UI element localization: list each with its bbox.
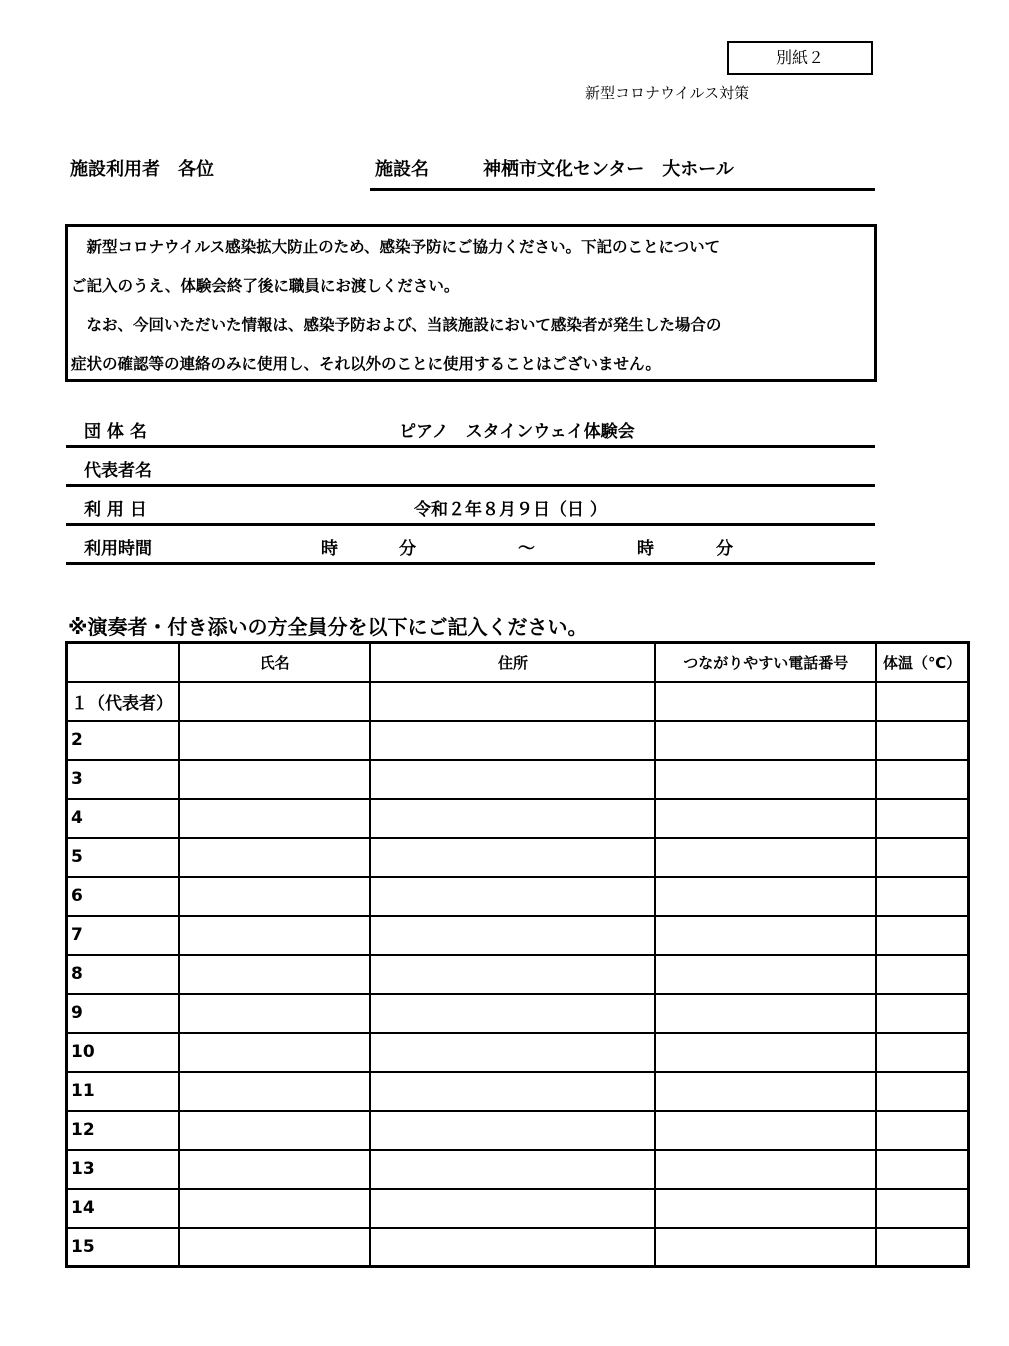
row-number: 2 — [67, 721, 179, 760]
phone-cell[interactable] — [655, 1228, 876, 1267]
phone-cell[interactable] — [655, 682, 876, 721]
address-cell[interactable] — [370, 1033, 655, 1072]
table-row — [67, 838, 969, 877]
phone-cell[interactable] — [655, 955, 876, 994]
phone-cell[interactable] — [655, 721, 876, 760]
table-row — [67, 916, 969, 955]
annex-label: 別紙２ — [727, 41, 873, 75]
name-cell[interactable] — [179, 1189, 371, 1228]
name-cell[interactable] — [179, 994, 371, 1033]
address-cell[interactable] — [370, 760, 655, 799]
temperature-cell[interactable] — [876, 682, 968, 721]
table-row — [67, 1111, 969, 1150]
row-number: 12 — [67, 1111, 179, 1150]
table-header-row — [67, 643, 969, 682]
row-number: 9 — [67, 994, 179, 1033]
temperature-cell[interactable] — [876, 1072, 968, 1111]
notice-line-3: なお、今回いただいた情報は、感染予防および、当該施設において感染者が発生した場合の — [71, 316, 722, 334]
table-row — [67, 1150, 969, 1189]
phone-cell[interactable] — [655, 994, 876, 1033]
facility-underline — [370, 188, 875, 191]
phone-cell[interactable] — [655, 1111, 876, 1150]
phone-cell[interactable] — [655, 838, 876, 877]
facility-label: 施設名 — [375, 159, 429, 180]
notice-box — [65, 224, 877, 382]
temperature-cell[interactable] — [876, 916, 968, 955]
name-cell[interactable] — [179, 1111, 371, 1150]
row-number: 4 — [67, 799, 179, 838]
header-name: 氏名 — [179, 643, 371, 682]
representative-row — [66, 448, 875, 487]
address-cell[interactable] — [370, 955, 655, 994]
name-cell[interactable] — [179, 1150, 371, 1189]
start-hour-unit: 時 — [321, 539, 338, 559]
name-cell[interactable] — [179, 1228, 371, 1267]
notice-line-2: ご記入のうえ、体験会終了後に職員にお渡しください。 — [71, 277, 460, 295]
group-name-row — [66, 409, 875, 448]
name-cell[interactable] — [179, 838, 371, 877]
notice-line-1: 新型コロナウイルス感染拡大防止のため、感染予防にご協力ください。下記のことについて — [71, 238, 721, 256]
name-cell[interactable] — [179, 877, 371, 916]
address-cell[interactable] — [370, 799, 655, 838]
temperature-cell[interactable] — [876, 1150, 968, 1189]
header-phone: つながりやすい電話番号 — [655, 643, 876, 682]
temperature-cell[interactable] — [876, 799, 968, 838]
addressee: 施設利用者 各位 — [70, 159, 214, 180]
row-number: 10 — [67, 1033, 179, 1072]
row-number: 7 — [67, 916, 179, 955]
table-row — [67, 682, 969, 721]
row-number: 11 — [67, 1072, 179, 1111]
address-cell[interactable] — [370, 1111, 655, 1150]
document-subtitle: 新型コロナウイルス対策 — [585, 84, 750, 102]
roster-instruction: ※演奏者・付き添いの方全員分を以下にご記入ください。 — [68, 615, 588, 639]
address-cell[interactable] — [370, 1072, 655, 1111]
table-row — [67, 1033, 969, 1072]
facility-name: 神栖市文化センター 大ホール — [483, 159, 734, 180]
temperature-cell[interactable] — [876, 877, 968, 916]
table-row — [67, 721, 969, 760]
name-cell[interactable] — [179, 721, 371, 760]
start-minute-unit: 分 — [399, 539, 416, 559]
phone-cell[interactable] — [655, 799, 876, 838]
temperature-cell[interactable] — [876, 760, 968, 799]
phone-cell[interactable] — [655, 1033, 876, 1072]
header-address: 住所 — [370, 643, 655, 682]
address-cell[interactable] — [370, 838, 655, 877]
name-cell[interactable] — [179, 1072, 371, 1111]
table-row — [67, 955, 969, 994]
phone-cell[interactable] — [655, 916, 876, 955]
temperature-cell[interactable] — [876, 1189, 968, 1228]
address-cell[interactable] — [370, 877, 655, 916]
temperature-cell[interactable] — [876, 1228, 968, 1267]
table-row — [67, 1228, 969, 1267]
address-cell[interactable] — [370, 916, 655, 955]
phone-cell[interactable] — [655, 1150, 876, 1189]
temperature-cell[interactable] — [876, 955, 968, 994]
end-minute-unit: 分 — [716, 539, 733, 559]
row-number: １（代表者） — [67, 682, 179, 721]
header-number — [67, 643, 179, 682]
name-cell[interactable] — [179, 799, 371, 838]
phone-cell[interactable] — [655, 877, 876, 916]
temperature-cell[interactable] — [876, 994, 968, 1033]
row-number: 3 — [67, 760, 179, 799]
name-cell[interactable] — [179, 760, 371, 799]
row-number: 5 — [67, 838, 179, 877]
phone-cell[interactable] — [655, 1189, 876, 1228]
name-cell[interactable] — [179, 1033, 371, 1072]
row-number: 14 — [67, 1189, 179, 1228]
address-cell[interactable] — [370, 682, 655, 721]
use-date-row — [66, 487, 875, 526]
temperature-cell[interactable] — [876, 1033, 968, 1072]
address-cell[interactable] — [370, 1150, 655, 1189]
address-cell[interactable] — [370, 994, 655, 1033]
row-number: 6 — [67, 877, 179, 916]
use-date-label: 利 用 日 — [84, 500, 147, 520]
representative-field[interactable] — [266, 456, 866, 478]
end-hour-unit: 時 — [637, 539, 654, 559]
name-cell[interactable] — [179, 682, 371, 721]
address-cell[interactable] — [370, 721, 655, 760]
address-cell[interactable] — [370, 1228, 655, 1267]
time-range-separator: ～ — [518, 539, 535, 559]
table-row — [67, 1189, 969, 1228]
table-row — [67, 760, 969, 799]
group-name-value[interactable]: ピアノ スタインウェイ体験会 — [399, 422, 635, 442]
use-date-value[interactable]: 令和２年８月９日（日 ） — [414, 500, 607, 520]
phone-cell[interactable] — [655, 1072, 876, 1111]
temperature-cell[interactable] — [876, 1111, 968, 1150]
table-row — [67, 877, 969, 916]
use-time-label: 利用時間 — [84, 539, 152, 559]
table-row — [67, 799, 969, 838]
address-cell[interactable] — [370, 1189, 655, 1228]
header-temperature: 体温（℃） — [876, 643, 968, 682]
name-cell[interactable] — [179, 955, 371, 994]
temperature-cell[interactable] — [876, 838, 968, 877]
row-number: 13 — [67, 1150, 179, 1189]
table-row — [67, 994, 969, 1033]
group-name-label: 団 体 名 — [84, 422, 147, 442]
attendee-table — [65, 641, 970, 1268]
name-cell[interactable] — [179, 916, 371, 955]
use-time-row — [66, 526, 875, 565]
row-number: 8 — [67, 955, 179, 994]
table-row — [67, 1072, 969, 1111]
row-number: 15 — [67, 1228, 179, 1267]
temperature-cell[interactable] — [876, 721, 968, 760]
phone-cell[interactable] — [655, 760, 876, 799]
representative-label: 代表者名 — [84, 461, 152, 481]
notice-line-4: 症状の確認等の連絡のみに使用し、それ以外のことに使用することはございません。 — [71, 355, 661, 373]
